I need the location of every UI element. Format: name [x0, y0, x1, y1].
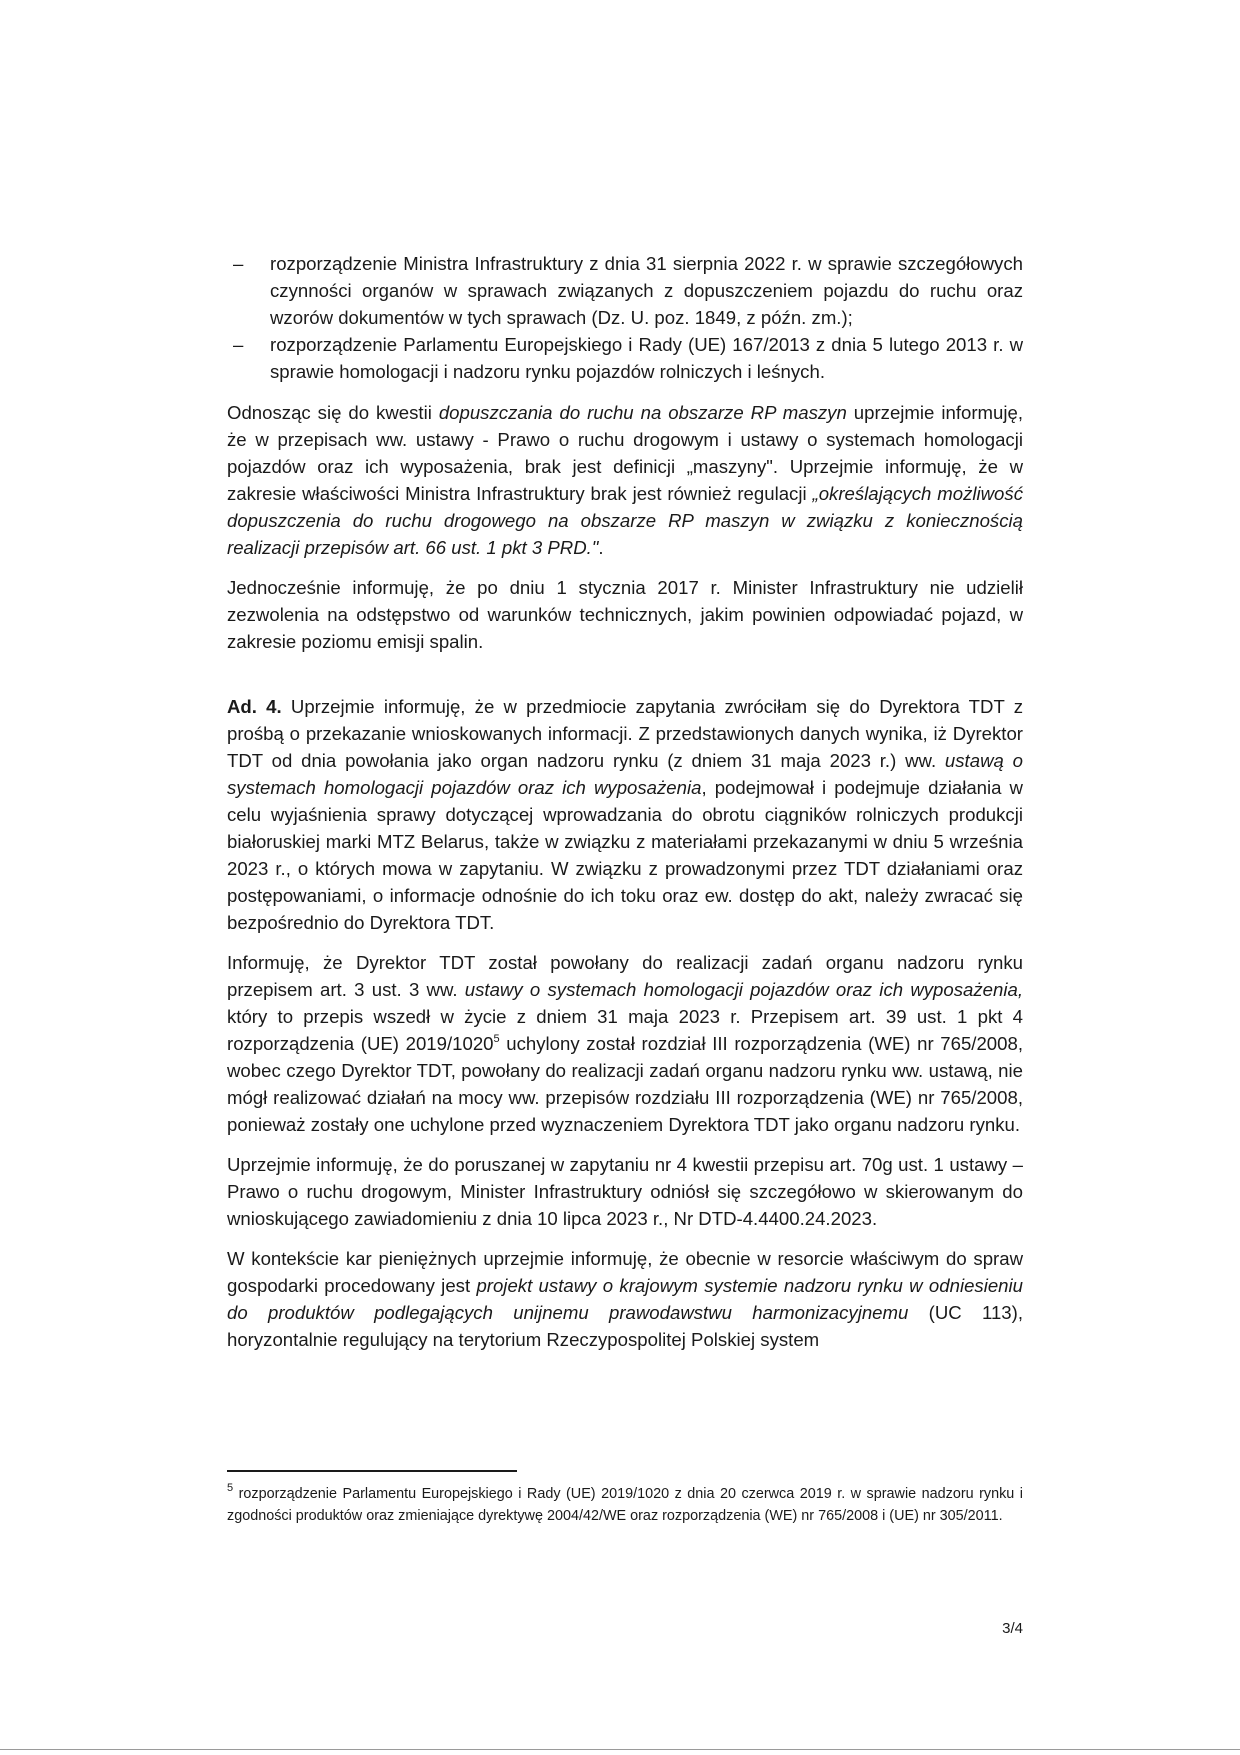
paragraph-machines-admission [227, 399, 1023, 561]
list-item-text: rozporządzenie Parlamentu Europejskiego i Rady (UE) 167/2013 z dnia 5 lutego 2013 r. w sprawie homologacji i nadzoru rynku pojazdów rolniczych i leśnych. [270, 334, 1023, 382]
paragraph-art-70g: Uprzejmie informuję, że do poruszanej w zapytaniu nr 4 kwestii przepisu art. 70g ust. 1 ustawy – Prawo o ruchu drogowym, Minister Infrastruktury odniósł się szczegółowo w skierowanym do wnioskującego zawiadomieniu z dnia 10 lipca 2023 r., Nr DTD-4.4400.24.2023. [227, 1154, 1023, 1229]
text-run: uchylony został rozdział III rozporządzenia (WE) nr 765/2008, wobec czego Dyrektor TDT, powołany do realizacji zadań organu nadzoru rynku ww. ustawą, nie mógł realizować działań na mocy ww. przepisów rozdziału III rozporządzenia (WE) nr 765/2008, ponieważ zostały one uchylone przed wyznaczeniem Dyrektora TDT jako organu nadzoru rynku. [227, 1033, 1023, 1135]
footnote-reference[interactable]: 5 [493, 1032, 500, 1045]
paragraph-tdt-appointment [227, 949, 1023, 1138]
paragraph-ad-4 [227, 693, 1023, 936]
text-run: uprzejmie informuję, że w przepisach ww. ustawy - Prawo o ruchu drogowym i ustawy o systemach homologacji pojazdów oraz ich wyposażenia, brak jest definicji „maszyny". Uprzejmie informuję, że w zakresie właściwości Ministra Infrastruktury brak jest również regulacji [227, 402, 1023, 504]
text-run: Odnosząc się do kwestii [227, 402, 439, 423]
paragraph-financial-penalties [227, 1245, 1023, 1353]
text-run: (UC 113), horyzontalnie regulujący na terytorium Rzeczypospolitej Polskiej system [227, 1302, 1023, 1350]
italic-run: ustawy o systemach homologacji pojazdów oraz ich wyposażenia, [464, 979, 1023, 1000]
scan-edge-line [0, 1749, 1240, 1750]
footnote-number: 5 [227, 1482, 234, 1495]
dash-bullet: – [233, 253, 244, 274]
list-item [227, 331, 1023, 385]
footnote-text: rozporządzenie Parlamentu Europejskiego i Rady (UE) 2019/1020 z dnia 20 czerwca 2019 r. w sprawie nadzoru rynku i zgodności produktów oraz zmieniające dyrektywę 2004/42/WE oraz rozporządzenia (WE) nr 765/2008 i (UE) nr 305/2011. [227, 1486, 1023, 1524]
page-number: 3/4 [1002, 1620, 1023, 1637]
paragraph-emission-exemption: Jednocześnie informuję, że po dniu 1 stycznia 2017 r. Minister Infrastruktury nie udzielił zezwolenia na odstępstwo od warunków technicznych, jakim powinien odpowiadać pojazd, w zakresie poziomu emisji spalin. [227, 577, 1023, 652]
dash-bullet: – [233, 334, 244, 355]
footnote [227, 1483, 1023, 1527]
text-run: , podejmował i podejmuje działania w celu wyjaśnienia sprawy dotyczącej wprowadzania do obrotu ciągników rolniczych produkcji białoruskiej marki MTZ Belarus, także w związku z materiałami przekazanymi w dniu 5 września 2023 r., o których mowa w zapytaniu. W związku z prowadzonymi przez TDT działaniami oraz postępowaniami, o informacje odnośnie do ich toku oraz ew. dostęp do akt, należy zwracać się bezpośrednio do Dyrektora TDT. [227, 777, 1023, 933]
document-body [227, 250, 1023, 1366]
italic-run: ustawą o systemach homologacji pojazdów oraz ich wyposażenia [227, 750, 1023, 798]
list-item [227, 250, 1023, 331]
footnote-separator [227, 1470, 517, 1472]
text-run: W kontekście kar pieniężnych uprzejmie informuję, że obecnie w resorcie właściwym do spraw gospodarki procedowany jest [227, 1248, 1023, 1296]
text-run: Informuję, że Dyrektor TDT został powołany do realizacji zadań organu nadzoru rynku przepisem art. 3 ust. 3 ww. [227, 952, 1023, 1000]
italic-run: dopuszczania do ruchu na obszarze RP maszyn [438, 402, 847, 423]
section-label: Ad. 4. [227, 696, 282, 717]
text-run: który to przepis wszedł w życie z dniem 31 maja 2023 r. Przepisem art. 39 ust. 1 pkt 4 rozporządzenia (UE) 2019/1020 [227, 1006, 1023, 1054]
regulation-list [227, 250, 1023, 385]
italic-quote: „określających możliwość dopuszczenia do ruchu drogowego na obszarze RP maszyn w związku z koniecznością realizacji przepisów art. 66 ust. 1 pkt 3 PRD." [227, 483, 1023, 558]
list-item-text: rozporządzenie Ministra Infrastruktury z dnia 31 sierpnia 2022 r. w sprawie szczegółowych czynności organów w sprawach związanych z dopuszczeniem pojazdu do ruchu oraz wzorów dokumentów w tych sprawach (Dz. U. poz. 1849, z późn. zm.); [270, 253, 1023, 328]
italic-run: projekt ustawy o krajowym systemie nadzoru rynku w odniesieniu do produktów podlegających unijnemu prawodawstwu harmonizacyjnemu [227, 1275, 1023, 1323]
text-run: . [598, 537, 604, 558]
text-run: Uprzejmie informuję, że w przedmiocie zapytania zwróciłam się do Dyrektora TDT z prośbą o przekazanie wnioskowanych informacji. Z przedstawionych danych wynika, iż Dyrektor TDT od dnia powołania jako organ nadzoru rynku (z dniem 31 maja 2023 r.) ww. [227, 696, 1024, 771]
